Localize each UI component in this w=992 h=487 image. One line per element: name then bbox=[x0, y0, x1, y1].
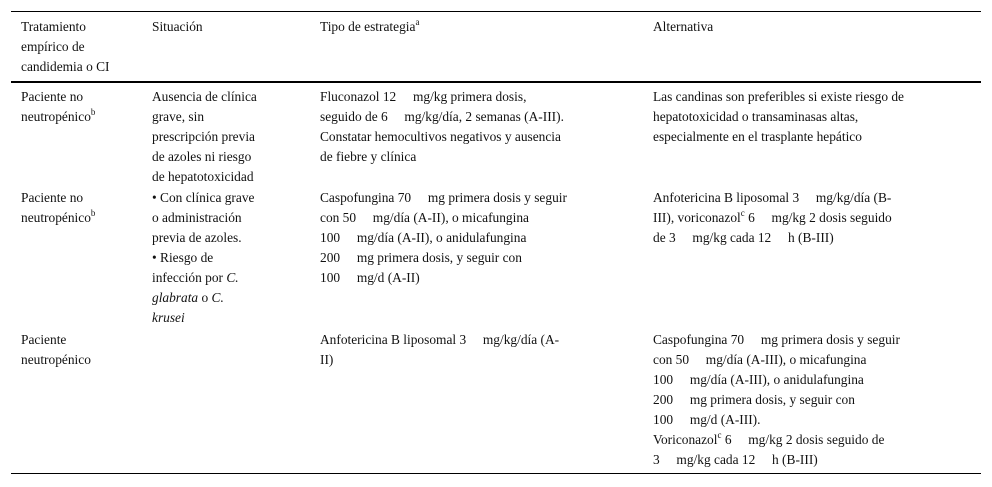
header-col3-text: Tipo de estrategia bbox=[320, 19, 416, 34]
row1-col2-line: de azoles ni riesgo bbox=[152, 149, 252, 164]
header-col2-text: Situación bbox=[152, 19, 203, 34]
row3-col4-line: 3 mg/kg cada 12 h (B-III) bbox=[653, 452, 818, 467]
row3-col4-line: 6 mg/kg 2 dosis seguido de bbox=[721, 432, 885, 447]
header-col1-line: empírico de bbox=[21, 39, 85, 54]
row2-col2-line: • Con clínica grave bbox=[152, 190, 255, 205]
row2-col2-italic: glabrata bbox=[152, 290, 199, 305]
header-col1-line: Tratamiento bbox=[21, 19, 86, 34]
row2-situation bbox=[152, 188, 254, 328]
row2-col2-line: infección por bbox=[152, 270, 227, 285]
row1-alternative bbox=[653, 87, 904, 147]
row1-col4-line: hepatotoxicidad o transaminasas altas, bbox=[653, 109, 859, 124]
row1-col3-line: Constatar hemocultivos negativos y ausencia bbox=[320, 129, 561, 144]
row3-col4-line: con 50 mg/día (A-III), o micafungina bbox=[653, 352, 867, 367]
header-col1-line: candidemia o CI bbox=[21, 59, 110, 74]
header-col4-text: Alternativa bbox=[653, 19, 714, 34]
row2-alternative bbox=[653, 188, 892, 248]
footnote-a: a bbox=[415, 16, 420, 27]
row2-col1-line: Paciente no bbox=[21, 190, 84, 205]
row2-col4-line: Anfotericina B liposomal 3 mg/kg/día (B- bbox=[653, 190, 892, 205]
row1-col1-line: Paciente no bbox=[21, 89, 84, 104]
row2-col3-line: 200 mg primera dosis, y seguir con bbox=[320, 250, 522, 265]
header-col-treatment bbox=[21, 17, 110, 77]
row1-patient bbox=[21, 87, 95, 127]
row2-col2-italic: C. bbox=[211, 290, 224, 305]
row2-patient bbox=[21, 188, 95, 228]
row1-col3-line: de fiebre y clínica bbox=[320, 149, 417, 164]
row2-col4-line: 6 mg/kg 2 dosis seguido bbox=[744, 210, 892, 225]
table-bottom-rule bbox=[11, 473, 981, 474]
row1-col3-line: Fluconazol 12 mg/kg primera dosis, bbox=[320, 89, 527, 104]
table-header-rule bbox=[11, 81, 981, 83]
header-col-strategy bbox=[320, 17, 419, 37]
footnote-c: c bbox=[740, 207, 745, 218]
footnote-b: b bbox=[90, 207, 96, 218]
row1-col4-line: Las candinas son preferibles si existe riesgo de bbox=[653, 89, 904, 104]
row2-col2-line: o administración bbox=[152, 210, 242, 225]
row2-col2-line: o bbox=[198, 290, 212, 305]
row2-col3-line: con 50 mg/día (A-II), o micafungina bbox=[320, 210, 529, 225]
row3-col3-line: Anfotericina B liposomal 3 mg/kg/día (A- bbox=[320, 332, 560, 347]
row2-col1-line: neutropénico bbox=[21, 210, 91, 225]
row3-col1-line: Paciente bbox=[21, 332, 67, 347]
row2-col2-italic: krusei bbox=[152, 310, 185, 325]
row1-col2-line: prescripción previa bbox=[152, 129, 255, 144]
footnote-c: c bbox=[717, 429, 722, 440]
table-top-rule bbox=[11, 11, 981, 12]
row1-situation bbox=[152, 87, 257, 187]
row2-col2-italic: C. bbox=[226, 270, 239, 285]
row2-col4-line: de 3 mg/kg cada 12 h (B-III) bbox=[653, 230, 834, 245]
row2-col3-line: 100 mg/día (A-II), o anidulafungina bbox=[320, 230, 527, 245]
row3-col4-line: Caspofungina 70 mg primera dosis y seguir bbox=[653, 332, 900, 347]
row1-col2-line: grave, sin bbox=[152, 109, 205, 124]
row3-col4-line: 100 mg/d (A-III). bbox=[653, 412, 761, 427]
row3-alternative bbox=[653, 330, 900, 470]
row3-col4-line: Voriconazol bbox=[653, 432, 718, 447]
row3-col4-line: 100 mg/día (A-III), o anidulafungina bbox=[653, 372, 864, 387]
row3-col4-line: 200 mg primera dosis, y seguir con bbox=[653, 392, 855, 407]
row1-col2-line: de hepatotoxicidad bbox=[152, 169, 254, 184]
row2-col2-line: previa de azoles. bbox=[152, 230, 242, 245]
row3-col1-line: neutropénico bbox=[21, 352, 91, 367]
row2-col4-line: III), voriconazol bbox=[653, 210, 741, 225]
row1-strategy bbox=[320, 87, 564, 167]
row3-patient bbox=[21, 330, 91, 370]
row1-col3-line: seguido de 6 mg/kg/día, 2 semanas (A-III). bbox=[320, 109, 564, 124]
row1-col1-line: neutropénico bbox=[21, 109, 91, 124]
row2-col3-line: Caspofungina 70 mg primera dosis y seguir bbox=[320, 190, 567, 205]
row3-col3-line: II) bbox=[320, 352, 334, 367]
row3-strategy bbox=[320, 330, 559, 370]
header-col-alternative bbox=[653, 17, 713, 37]
row1-col4-line: especialmente en el trasplante hepático bbox=[653, 129, 862, 144]
row2-strategy bbox=[320, 188, 567, 288]
row2-col2-line: • Riesgo de bbox=[152, 250, 214, 265]
footnote-b: b bbox=[90, 106, 96, 117]
row1-col2-line: Ausencia de clínica bbox=[152, 89, 257, 104]
header-col-situation bbox=[152, 17, 203, 37]
row2-col3-line: 100 mg/d (A-II) bbox=[320, 270, 420, 285]
